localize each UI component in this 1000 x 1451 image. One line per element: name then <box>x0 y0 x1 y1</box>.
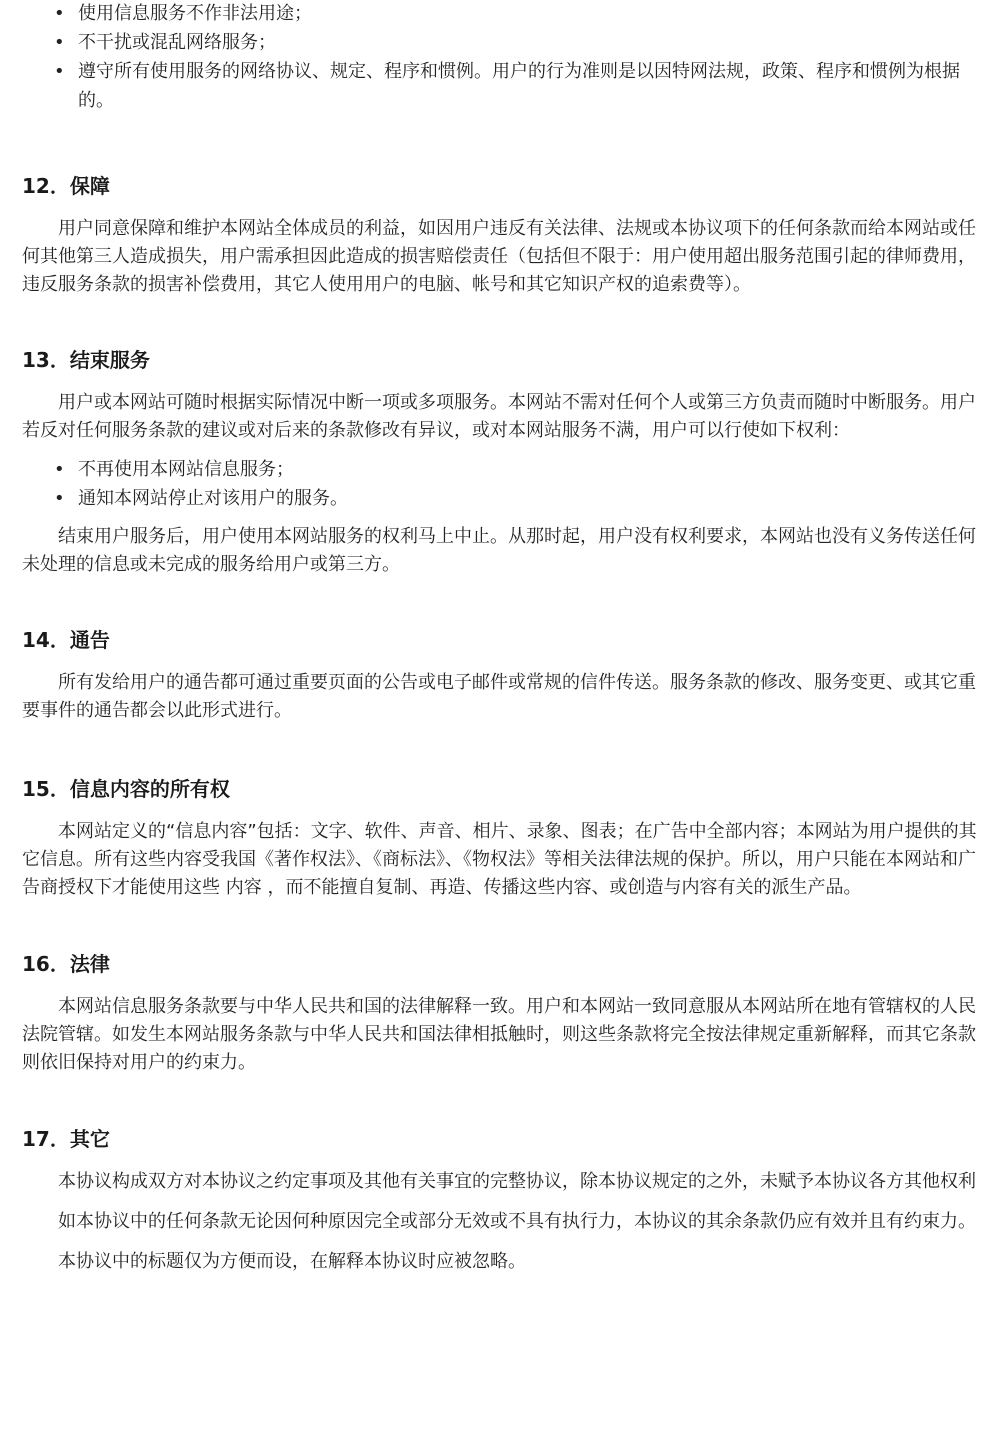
section-paragraph: 本协议中的标题仅为方便而设，在解释本协议时应被忽略。 <box>58 1251 526 1272</box>
section-12 <box>22 172 988 299</box>
section-13 <box>22 346 988 579</box>
list-item: • 不干扰或混乱网络服务； <box>54 28 988 57</box>
list-item: • 不再使用本网站信息服务； <box>54 455 988 484</box>
section-paragraph: 用户同意保障和维护本网站全体成员的利益，如因用户违反有关法律、法规或本协议项下的任何条款而给本网站或任何其他第三人造成损失，用户需承担因此造成的损害赔偿责任（包括但不限于：用户使用超出服务范围引起的律师费用，违反服务条款的损害补偿费用，其它人使用用户的电脑、帐号和其它知识产权的追索费等）。 <box>22 218 976 295</box>
section-17 <box>22 1125 988 1276</box>
list-item: • 遵守所有使用服务的网络协议、规定、程序和惯例。用户的行为准则是以因特网法规，政策、程序和惯例为根据的。 <box>54 57 988 115</box>
section-14 <box>22 626 988 725</box>
section-heading: 16．法律 <box>22 952 110 976</box>
termination-options-list <box>22 455 988 513</box>
list-item: • 通知本网站停止对该用户的服务。 <box>54 484 988 513</box>
section-paragraph: 本网站信息服务条款要与中华人民共和国的法律解释一致。用户和本网站一致同意服从本网站所在地有管辖权的人民法院管辖。如发生本网站服务条款与中华人民共和国法律相抵触时，则这些条款将完全按法律规定重新解释，而其它条款则依旧保持对用户的约束力。 <box>22 996 976 1073</box>
section-heading: 14．通告 <box>22 628 110 652</box>
section-paragraph: 用户或本网站可随时根据实际情况中断一项或多项服务。本网站不需对任何个人或第三方负责而随时中断服务。用户若反对任何服务条款的建议或对后来的条款修改有异议，或对本网站服务不满，用户可以行使如下权利： <box>22 392 976 441</box>
section-paragraph: 结束用户服务后，用户使用本网站服务的权利马上中止。从那时起，用户没有权利要求，本网站也没有义务传送任何未处理的信息或未完成的服务给用户或第三方。 <box>22 526 976 575</box>
section-paragraph: 本协议构成双方对本协议之约定事项及其他有关事宜的完整协议，除本协议规定的之外，未赋予本协议各方其他权利 <box>58 1171 976 1192</box>
section-paragraph: 所有发给用户的通告都可通过重要页面的公告或电子邮件或常规的信件传送。服务条款的修改、服务变更、或其它重要事件的通告都会以此形式进行。 <box>22 672 976 721</box>
section-heading: 17．其它 <box>22 1127 110 1151</box>
section-heading: 12．保障 <box>22 174 110 198</box>
conduct-list <box>22 0 988 115</box>
list-item: • 使用信息服务不作非法用途； <box>54 0 988 28</box>
section-paragraph: 本网站定义的“信息内容”包括：文字、软件、声音、相片、录象、图表；在广告中全部内容；本网站为用户提供的其它信息。所有这些内容受我国《著作权法》、《商标法》、《物权法》等相关法律法规的保护。所以，用户只能在本网站和广告商授权下才能使用这些 内容 ，而不能擅自复制、再造、传播这些内容、或创造与内容有关的派生产品。 <box>22 821 977 898</box>
section-paragraph: 如本协议中的任何条款无论因何种原因完全或部分无效或不具有执行力，本协议的其余条款仍应有效并且有约束力。 <box>58 1211 976 1232</box>
section-heading: 15．信息内容的所有权 <box>22 777 230 801</box>
section-15 <box>22 775 988 902</box>
section-heading: 13．结束服务 <box>22 348 150 372</box>
section-16 <box>22 950 988 1077</box>
